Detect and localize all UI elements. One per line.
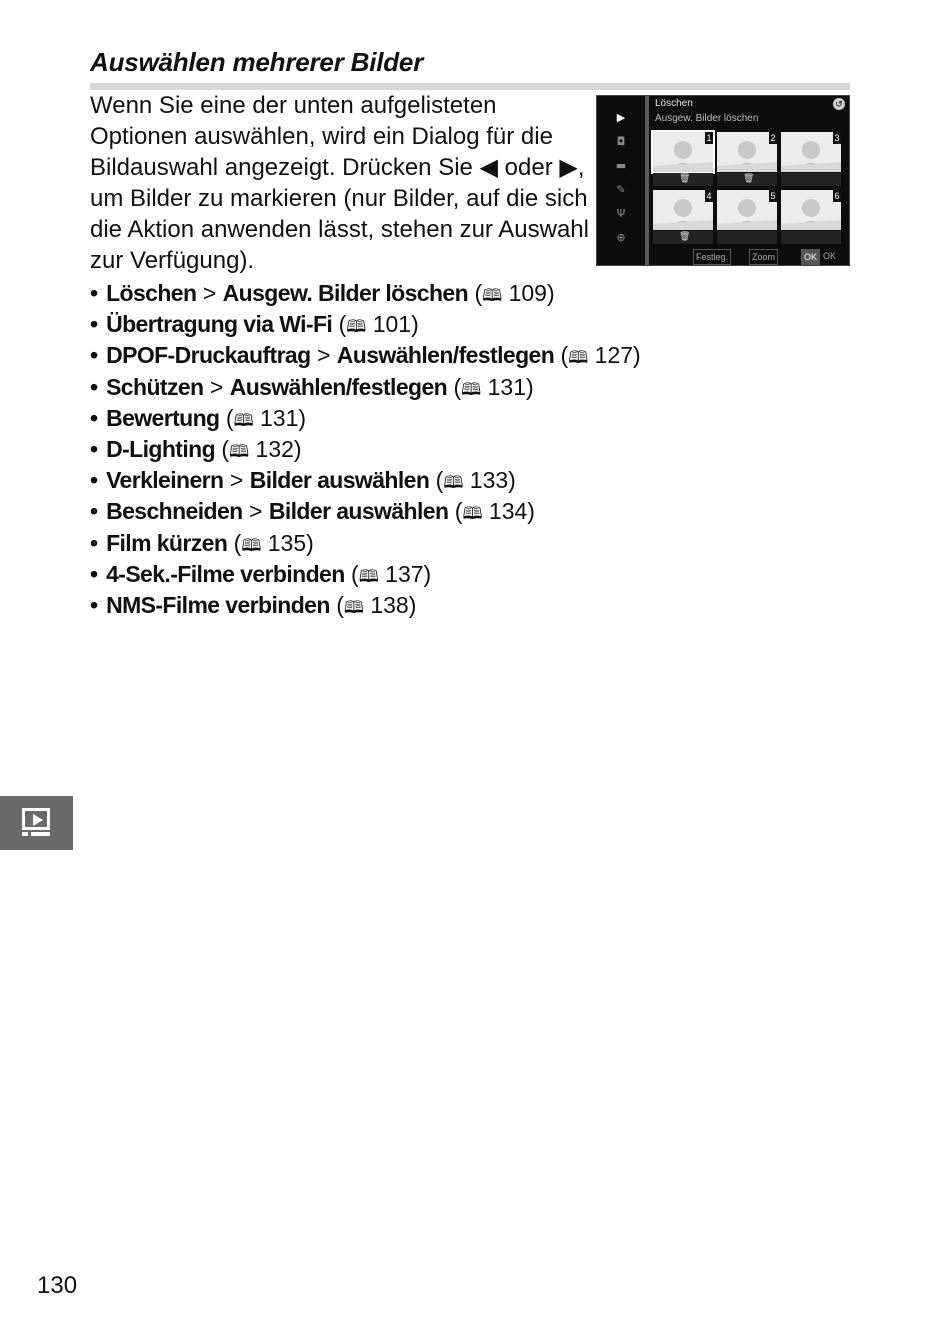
option-separator: > [223,467,250,494]
option-label: Ausgew. Bilder löschen [222,280,469,306]
footer-set-label: Festleg. [693,249,731,265]
bullet: • [90,467,99,494]
section-heading: Auswählen mehrerer Bilder [90,47,424,77]
page-reference: 137 [385,560,424,587]
bullet: • [90,280,99,306]
thumbnail-status-strip [781,173,841,186]
page-number: 130 [37,1272,78,1299]
page-reference: 101 [372,311,412,338]
bullet: • [90,560,99,587]
wifi-menu-icon: ⊕ [616,231,626,244]
footer-ok-badge: OK [801,249,820,265]
screen-menu-title: Löschen [655,98,693,109]
screen-menu-subtitle: Ausgew. Bilder löschen [655,113,759,124]
thumbnail-status-strip [781,231,841,244]
option-item: • Bewertung (🕮 131) [90,404,307,431]
option-separator: > [196,280,223,306]
page-reference: 135 [267,529,307,556]
option-item: • Schützen > Auswählen/festlegen (🕮 131) [90,373,534,400]
thumbnail-number: 3 [834,133,840,143]
option-item: • Verkleinern > Bilder auswählen (🕮 133) [90,467,516,494]
sidebar-divider [645,96,649,265]
playback-icon [22,808,50,830]
thumbnail-number: 1 [706,133,712,143]
option-item: • Film kürzen (🕮 135) [90,529,314,556]
thumbnail-image [781,132,841,172]
page-reference: 131 [260,404,299,431]
option-item: • Übertragung via Wi-Fi (🕮 101) [90,311,419,338]
thumbnail[interactable] [781,190,841,246]
book-reference-icon: 🕮 [443,473,464,494]
thumbnail-image [653,190,713,230]
back-icon: ↺ [833,98,845,110]
image-processing-icon: ✎ [616,183,626,196]
book-reference-icon: 🕮 [233,410,254,431]
page-reference: 132 [255,435,294,462]
option-item: • NMS-Filme verbinden (🕮 138) [90,591,417,618]
screen-footer [653,249,845,263]
option-label: Bilder auswählen [268,498,449,525]
bullet: • [90,529,99,556]
thumbnail-image [717,190,777,230]
option-label: Übertragung via Wi-Fi [106,311,333,338]
thumbnail[interactable] [717,132,777,188]
camera-screen-illustration [596,95,850,266]
heading-rule [90,83,850,90]
option-label: Beschneiden [106,498,243,525]
bullet: • [90,435,99,462]
thumbnail-number: 4 [706,191,712,201]
option-separator: > [242,498,269,525]
bullet: • [90,591,99,618]
book-reference-icon: 🕮 [229,441,250,462]
option-label: Auswählen/festlegen [229,373,448,400]
page-reference: 127 [594,342,634,369]
page-reference: 131 [487,373,526,400]
bullet: • [90,342,99,369]
page-reference: 134 [488,498,528,525]
delete-mark-icon: 🗑 [743,174,755,184]
shooting-menu-icon: ◘ [616,135,626,148]
intro-paragraph: Wenn Sie eine der unten aufgelisteten Optionen auswählen, wird ein Dialog für die Bildauswahl angezeigt. Drücken Sie ◀ oder ▶, um Bilder zu markieren (nur Bilder, auf die sich die Aktion anwenden lässt, stehen zur Auswahl zur Verfügung). [90,92,589,274]
thumbnail[interactable] [653,190,713,246]
book-reference-icon: 🕮 [343,597,364,618]
option-list [90,278,641,621]
bullet: • [90,311,99,338]
thumbnail-image [781,190,841,230]
option-item: • D-Lighting (🕮 132) [90,435,302,462]
page-reference: 138 [370,591,409,618]
thumbnail-image [717,132,777,172]
bullet: • [90,498,99,525]
option-item: • DPOF-Druckauftrag > Auswählen/festlegen (🕮 127) [90,342,641,369]
thumbnail-status-strip [717,231,777,244]
thumbnail-image [653,132,713,172]
book-reference-icon: 🕮 [568,348,589,369]
page-reference: 109 [508,280,547,306]
option-label: Auswählen/festlegen [336,342,555,369]
setup-menu-icon: Ψ [616,207,626,220]
thumbnail-number: 5 [770,191,776,201]
book-reference-icon: 🕮 [241,535,262,556]
menu-sidebar [599,104,643,252]
page-reference: 133 [469,467,509,494]
option-label: 4-Sek.-Filme verbinden [106,560,345,587]
option-item: • Löschen > Ausgew. Bilder löschen (🕮 109) [90,280,555,306]
playback-menu-icon: ▶ [616,111,626,124]
book-reference-icon: 🕮 [462,504,483,525]
option-label: Löschen [106,280,197,306]
option-label: Verkleinern [106,467,224,494]
option-label: D-Lighting [106,435,216,462]
option-label: Bewertung [106,404,220,431]
option-label: Bilder auswählen [249,467,430,494]
delete-mark-icon: 🗑 [679,174,691,184]
thumbnail[interactable] [653,132,713,188]
thumbnail[interactable] [717,190,777,246]
book-reference-icon: 🕮 [482,286,503,306]
option-separator: > [310,342,337,369]
movie-menu-icon: ▬ [615,159,627,172]
book-reference-icon: 🕮 [358,566,379,587]
option-separator: > [203,373,230,400]
playback-section-tab [0,796,73,850]
book-reference-icon: 🕮 [346,317,367,338]
bullet: • [90,404,99,431]
footer-zoom-label: Zoom [749,249,778,265]
book-reference-icon: 🕮 [461,379,482,400]
thumbnail-number: 2 [770,133,776,143]
thumbnail[interactable] [781,132,841,188]
delete-mark-icon: 🗑 [679,232,691,242]
option-label: DPOF-Druckauftrag [106,342,311,369]
option-item: • 4-Sek.-Filme verbinden (🕮 137) [90,560,432,587]
option-label: NMS-Filme verbinden [106,591,330,618]
footer-ok-label: OK [823,251,837,261]
option-label: Film kürzen [106,529,228,556]
thumbnail-number: 6 [834,191,840,201]
option-label: Schützen [106,373,204,400]
bullet: • [90,373,99,400]
option-item: • Beschneiden > Bilder auswählen (🕮 134) [90,498,535,525]
